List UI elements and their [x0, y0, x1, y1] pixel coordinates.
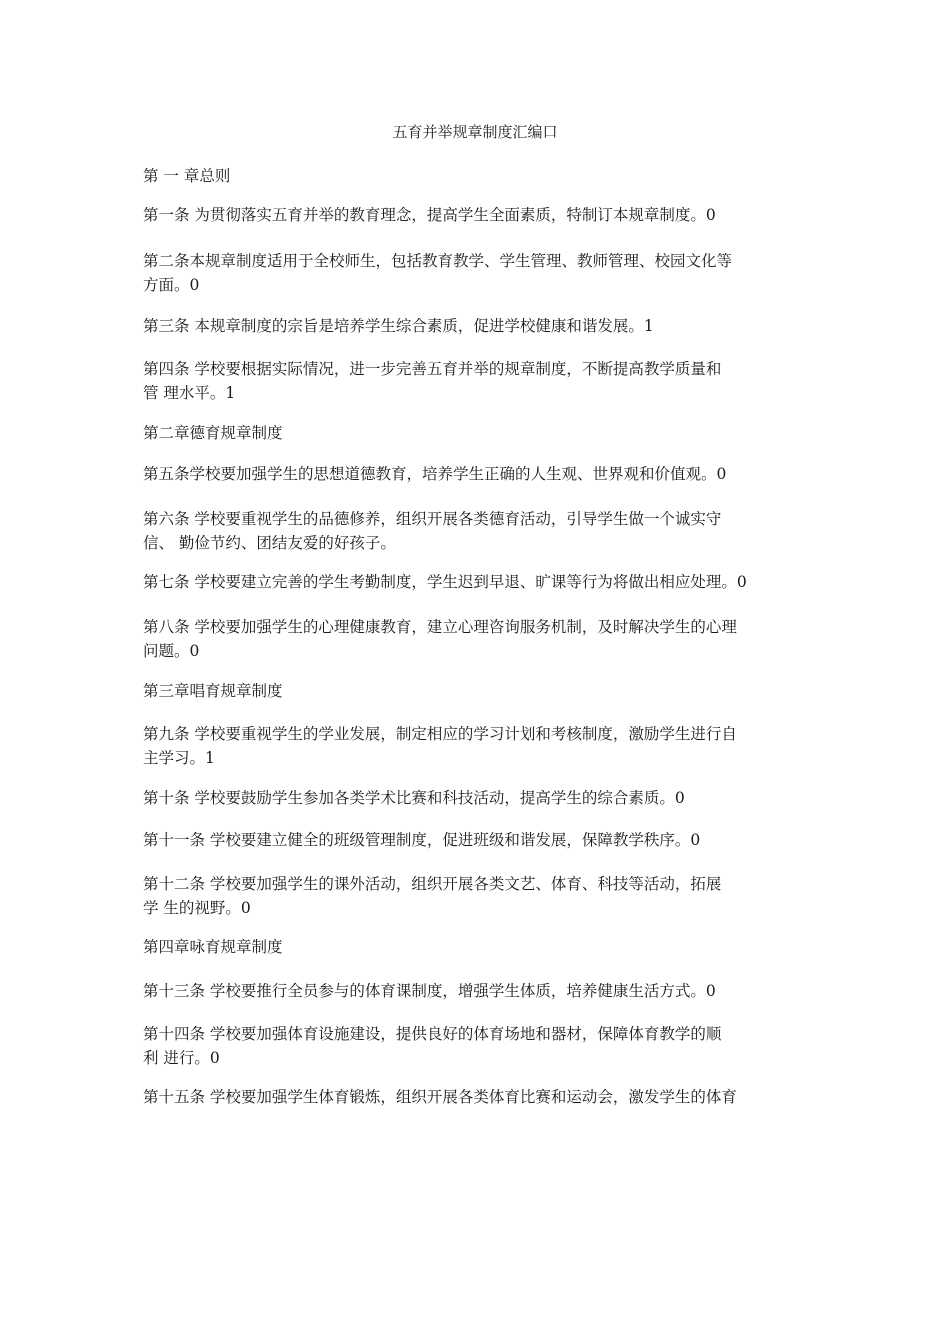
article-14-line-2: 利 进行。0 — [143, 1049, 220, 1067]
article-13: 第十三条 学校要推行全员参与的体育课制度，增强学生体质，培养健康生活方式。0 — [143, 982, 716, 1000]
article-2-line-2: 方面。0 — [143, 276, 200, 294]
article-1: 第一条 为贯彻落实五育并举的教育理念，提高学生全面素质，特制订本规章制度。0 — [143, 206, 716, 224]
chapter-2-heading: 第二章德育规章制度 — [143, 424, 283, 442]
article-14-line-1: 第十四条 学校要加强体育设施建设，提供良好的体育场地和器材，保障体育教学的顺 — [143, 1025, 722, 1043]
article-8-line-1: 第八条 学校要加强学生的心理健康教育，建立心理咨询服务机制，及时解决学生的心理 — [143, 618, 737, 636]
article-10: 第十条 学校要鼓励学生参加各类学术比赛和科技活动，提高学生的综合素质。0 — [143, 789, 685, 807]
article-12-line-2: 学 生的视野。0 — [143, 899, 251, 917]
article-11: 第十一条 学校要建立健全的班级管理制度，促进班级和谐发展，保障教学秩序。0 — [143, 831, 701, 849]
chapter-4-heading: 第四章咏育规章制度 — [143, 938, 283, 956]
article-4-line-1: 第四条 学校要根据实际情况，进一步完善五育并举的规章制度，不断提高教学质量和 — [143, 360, 722, 378]
article-2-line-1: 第二条本规章制度适用于全校师生，包括教育教学、学生管理、教师管理、校园文化等 — [143, 252, 733, 270]
article-6-line-2: 信、 勤俭节约、团结友爱的好孩子。 — [143, 534, 396, 552]
chapter-3-heading: 第三章唱育规章制度 — [143, 682, 283, 700]
article-3: 第三条 本规章制度的宗旨是培养学生综合素质，促进学校健康和谐发展。1 — [143, 317, 654, 335]
article-8-line-2: 问题。0 — [143, 642, 200, 660]
chapter-1-heading: 第 一 章总则 — [143, 167, 231, 185]
article-15-line-1: 第十五条 学校要加强学生体育锻炼，组织开展各类体育比赛和运动会，激发学生的体育 — [143, 1088, 737, 1106]
article-12-line-1: 第十二条 学校要加强学生的课外活动，组织开展各类文艺、体育、科技等活动，拓展 — [143, 875, 722, 893]
document-title: 五育并举规章制度汇编口 — [392, 123, 558, 141]
article-4-line-2: 管 理水平。1 — [143, 384, 236, 402]
article-5: 第五条学校要加强学生的思想道德教育，培养学生正确的人生观、世界观和价值观。0 — [143, 465, 727, 483]
article-6-line-1: 第六条 学校要重视学生的品德修养，组织开展各类德育活动，引导学生做一个诚实守 — [143, 510, 722, 528]
article-7: 第七条 学校要建立完善的学生考勤制度，学生迟到早退、旷课等行为将做出相应处理。0 — [143, 573, 747, 591]
article-9-line-2: 主学习。1 — [143, 749, 215, 767]
article-9-line-1: 第九条 学校要重视学生的学业发展，制定相应的学习计划和考核制度，激励学生进行自 — [143, 725, 737, 743]
